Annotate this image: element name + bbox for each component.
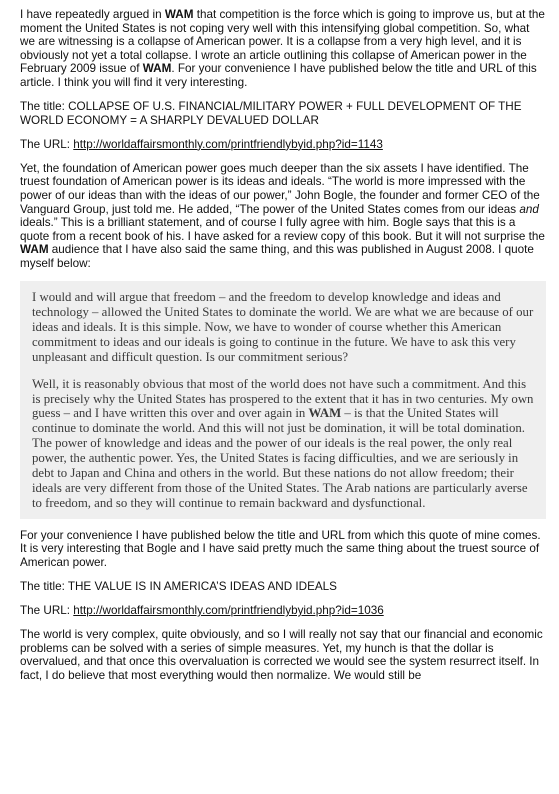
- wam-name: WAM: [20, 243, 49, 257]
- emphasis-and: and: [519, 202, 539, 216]
- article1-url-link[interactable]: http://worldaffairsmonthly.com/printfriendlybyid.php?id=1143: [73, 137, 383, 151]
- body1-text-2: ideals.” This is a brilliant statement, and of course I fully agree with him. Bogle says that this is a quote from a recent book of his. I have asked for a review copy of this book. But it will not surprise the: [20, 216, 545, 243]
- quote-paragraph-1: I would and will argue that freedom – and the freedom to develop knowledge and ideas and technology – allowed the United States to dominate the world. We are what we are because of our ideas and ideals. It is this simple. Now, we have to wonder of course whether this American commitment to ideas and our ideals is going to continue in the future. We have to ask this very unpleasant and difficult question. Is our commitment serious?: [32, 290, 534, 364]
- article1-url-line: [20, 138, 546, 152]
- quoted-passage: [20, 281, 546, 519]
- document-page: [20, 8, 546, 693]
- intro-text-1: I have repeatedly argued in: [20, 8, 165, 21]
- article2-url-line: [20, 604, 546, 618]
- quote-text-c: – is that the United States will continue to dominate the world. And this will not just be domination, it will be total domination. The power of knowledge and ideas and the power of our ideals is the real power, the only real power, the authentic power. Yes, the United States is facing difficulties, and we are seriously in debt to Japan and China and others in the world. But these nations do not allow freedom; their ideals are very different from those of the United States. The Arab nations are particularly averse to freedom, and so they will continue to remain backward and dysfunctional.: [32, 406, 528, 510]
- intro-text-3: . For your convenience I have published below the title and URL of this article. I think you will find it very interesting.: [20, 62, 537, 89]
- quote-text-a: Well, it is reasonably obvious that most of the world does not have such a commitment. And this is precisely why the United States has prospered to the extent that it has in two centuries. My own guess – and I have written this over and over again in: [32, 376, 534, 421]
- body-paragraph-2: For your convenience I have published below the title and URL from which this quote of mine comes. It is very interesting that Bogle and I have said pretty much the same thing about the truest source of American power.: [20, 528, 541, 569]
- intro-paragraph: [20, 8, 546, 90]
- body-paragraph-1: [20, 162, 546, 271]
- body1-text-1: Yet, the foundation of American power goes much deeper than the six assets I have identified. The truest foundation of American power is its ideas and ideals. “The world is more impressed with the power of our ideas than with the ideas of our power,” John Bogle, the founder and former CEO of the Vanguard Group, just told me. He added, “The power of the United States comes from our ideas: [20, 161, 540, 216]
- wam-name: WAM: [308, 406, 342, 421]
- article2-url-link[interactable]: http://worldaffairsmonthly.com/printfriendlybyid.php?id=1036: [73, 604, 384, 618]
- wam-name: WAM: [142, 62, 172, 76]
- url-label: The URL:: [20, 604, 74, 618]
- body-paragraph-3: The world is very complex, quite obviously, and so I will really not say that our financial and economic problems can be solved with a series of simple measures. Yet, my hunch is that the dollar is overvalued, and that once this overvaluation is corrected we would see the system resurrect itself. In fact, I do believe that most everything would then normalize. We would still be: [20, 628, 543, 683]
- article1-title: The title: COLLAPSE OF U.S. FINANCIAL/MILITARY POWER + FULL DEVELOPMENT OF THE WORLD ECONOMY = A SHARPLY DEVALUED DOLLAR: [20, 100, 522, 127]
- wam-name: WAM: [164, 8, 194, 21]
- article2-title: The title: THE VALUE IS IN AMERICA’S IDEAS AND IDEALS: [20, 580, 337, 594]
- url-label: The URL:: [20, 137, 74, 151]
- quote-paragraph-2: [32, 377, 534, 511]
- body1-text-3: audience that I have also said the same thing, and this was published in August 2008. I quote myself below:: [20, 243, 534, 270]
- intro-text-2: that competition is the force which is going to improve us, but at the moment the United States is not coping very well with this intensifying global competition. So, what we are witnessing is a collapse of American power. It is a collapse from a very high level, and it is obviously not yet a total collapse. I wrote an article outlining this collapse of American power in the February 2009 issue of: [20, 8, 545, 76]
